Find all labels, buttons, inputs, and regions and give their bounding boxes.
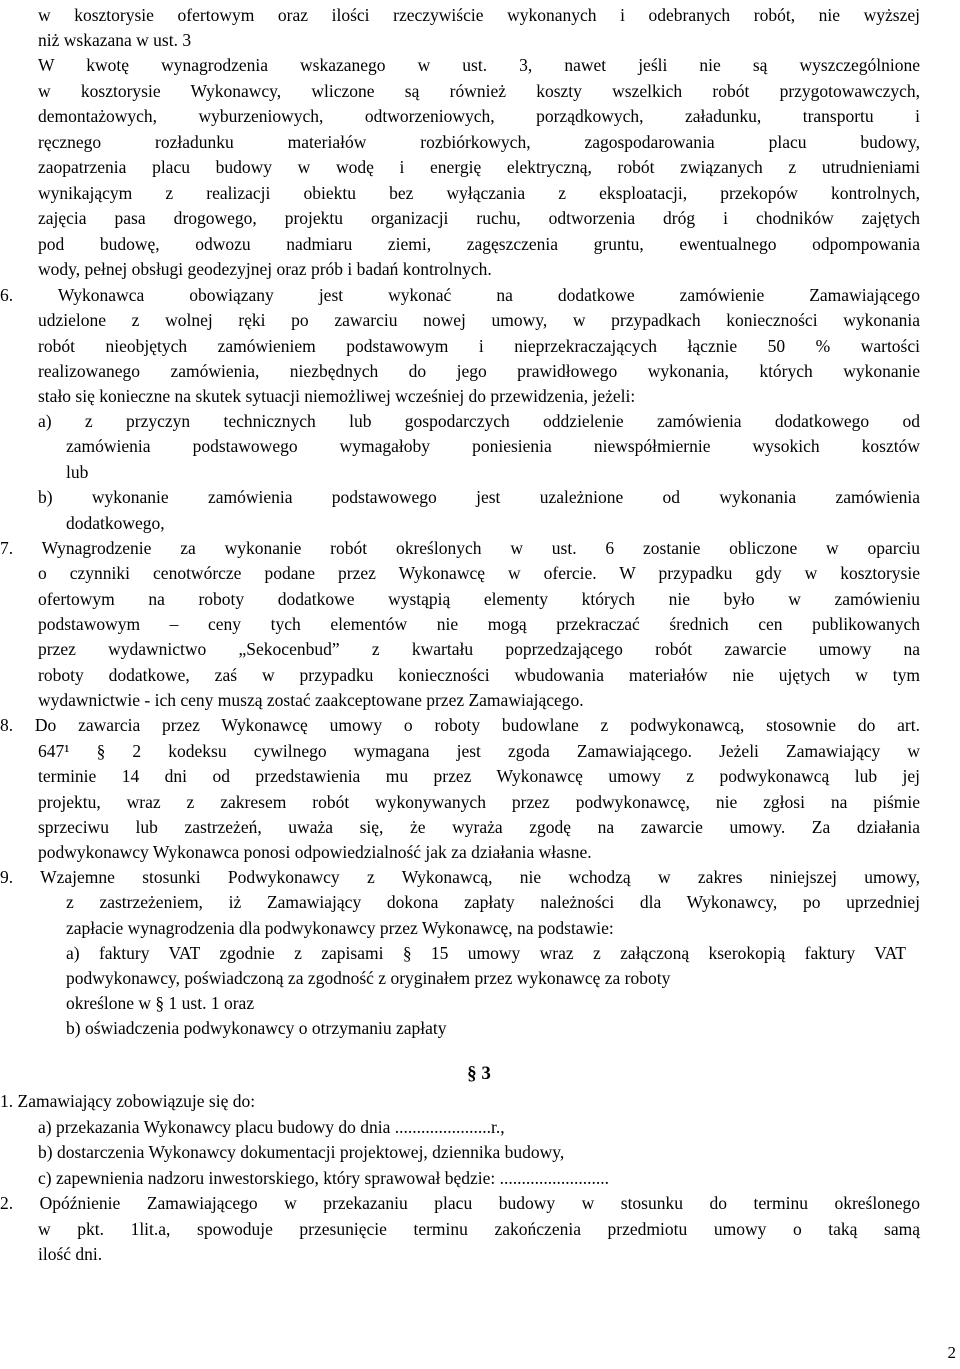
text-line: podwykonawcy Wykonawca ponosi odpowiedzialność jak za działania własne. [38,842,592,862]
text-line: zajęcia pasa drogowego, projektu organizacji ruchu, odtworzenia dróg i chodników zajętych [38,208,920,228]
text-line: projektu, wraz z zakresem robót wykonywanych przez podwykonawcę, nie zgłosi na piśmie [38,792,920,812]
text-line: zaopatrzenia placu budowy w wodę i energię elektryczną, robót związanych z utrudnieniami [38,157,920,177]
text-line: w kosztorysie Wykonawcy, wliczone są również koszty wszelkich robót przygotowawczych, [38,81,920,101]
text-line: stało się konieczne na skutek sytuacji niemożliwej wcześniej do przewidzenia, jeżeli: [38,386,636,406]
text-line: W kwotę wynagrodzenia wskazanego w ust. 3, nawet jeśli nie są wyszczególnione [38,55,920,75]
text-line: przez wydawnictwo „Sekocenbud” z kwartału poprzedzającego robót zawarcie umowy na [38,639,920,659]
text-line: o czynniki cenotwórcze podane przez Wykonawcę w ofercie. W przypadku gdy w kosztorysie [38,563,920,583]
text-line: udzielone z wolnej ręki po zawarciu nowej umowy, w przypadkach konieczności wykonania [38,310,920,330]
text-line: a) z przyczyn technicznych lub gospodarczych oddzielenie zamówienia dodatkowego od [38,411,920,431]
text-line: wody, pełnej obsługi geodezyjnej oraz prób i badań kontrolnych. [38,259,492,279]
text-line: wynikającym z realizacji obiektu bez wyłączania z eksploatacji, przekopów kontrolnych, [38,183,920,203]
text-line: ilość dni. [38,1244,103,1264]
text-line: ręcznego rozładunku materiałów rozbiórkowych, zagospodarowania placu budowy, [38,132,920,152]
text-line: zamówienia podstawowego wymagałoby poniesienia niewspółmiernie wysokich kosztów [66,436,920,456]
text-line: c) zapewnienia nadzoru inwestorskiego, który sprawował będzie: ......................... [38,1168,610,1188]
text-line: lub [66,462,89,482]
text-line: a) faktury VAT zgodnie z zapisami § 15 umowy wraz z załączoną kserokopią faktury VAT [66,943,906,963]
text-line: b) oświadczenia podwykonawcy o otrzymaniu zapłaty [66,1018,447,1038]
text-line: b) dostarczenia Wykonawcy dokumentacji projektowej, dziennika budowy, [38,1142,565,1162]
text-line: demontażowych, wyburzeniowych, odtworzeniowych, porządkowych, załadunku, transportu i [38,106,920,126]
text-line: 9. Wzajemne stosunki Podwykonawcy z Wykonawcą, nie wchodzą w zakres niniejszej umowy, [0,867,920,887]
text-line: z zastrzeżeniem, iż Zamawiający dokona zapłaty należności dla Wykonawcy, po uprzedniej [66,892,920,912]
text-line: b) wykonanie zamówienia podstawowego jest uzależnione od wykonania zamówienia [38,487,920,507]
text-line: 2. Opóźnienie Zamawiającego w przekazaniu placu budowy w stosunku do terminu określonego [0,1193,920,1213]
text-line: w kosztorysie ofertowym oraz ilości rzeczywiście wykonanych i odebranych robót, nie wyższej [38,5,920,25]
text-line: terminie 14 dni od przedstawienia mu przez Wykonawcę umowy z podwykonawcą lub jej [38,766,920,786]
text-line: sprzeciwu lub zastrzeżeń, uważa się, że wyraża zgodę na zawarcie umowy. Za działania [38,817,920,837]
text-line: w pkt. 1lit.a, spowoduje przesunięcie terminu zakończenia przedmiotu umowy o taką samą [38,1219,920,1239]
text-line: 1. Zamawiający zobowiązuje się do: [0,1091,256,1111]
text-line: niż wskazana w ust. 3 [38,30,192,50]
text-line: 8. Do zawarcia przez Wykonawcę umowy o roboty budowlane z podwykonawcą, stosownie do art. [0,715,920,735]
text-line: 647¹ § 2 kodeksu cywilnego wymagana jest zgoda Zamawiającego. Jeżeli Zamawiający w [38,741,920,761]
text-line: 6. Wykonawca obowiązany jest wykonać na dodatkowe zamówienie Zamawiającego [0,285,920,305]
text-line: a) przekazania Wykonawcy placu budowy do dnia ......................r., [38,1117,505,1137]
text-line: podstawowym – ceny tych elementów nie mogą przekraczać średnich cen publikowanych [38,614,920,634]
text-line: wydawnictwie - ich ceny muszą zostać zaakceptowane przez Zamawiającego. [38,690,584,710]
text-line: realizowanego zamówienia, niezbędnych do jego prawidłowego wykonania, których wykonanie [38,361,920,381]
text-line: ofertowym na roboty dodatkowe wystąpią elementy których nie było w zamówieniu [38,589,920,609]
text-line: dodatkowego, [66,513,165,533]
text-line: podwykonawcy, poświadczoną za zgodność z oryginałem przez wykonawcę za roboty [66,968,671,988]
text-line: pod budowę, odwozu nadmiaru ziemi, zagęszczenia gruntu, ewentualnego odpompowania [38,234,920,254]
text-line: zapłacie wynagrodzenia dla podwykonawcy przez Wykonawcę, na podstawie: [66,918,614,938]
text-line: roboty dodatkowe, zaś w przypadku konieczności wbudowania materiałów nie ujętych w tym [38,665,920,685]
page-number: 2 [947,1343,956,1362]
text-line: robót nieobjętych zamówieniem podstawowym i nieprzekraczających łącznie 50 % wartości [38,336,920,356]
text-line: określone w § 1 ust. 1 oraz [66,993,255,1013]
section-heading: § 3 [467,1063,491,1084]
text-line: 7. Wynagrodzenie za wykonanie robót określonych w ust. 6 zostanie obliczone w oparciu [0,538,920,558]
